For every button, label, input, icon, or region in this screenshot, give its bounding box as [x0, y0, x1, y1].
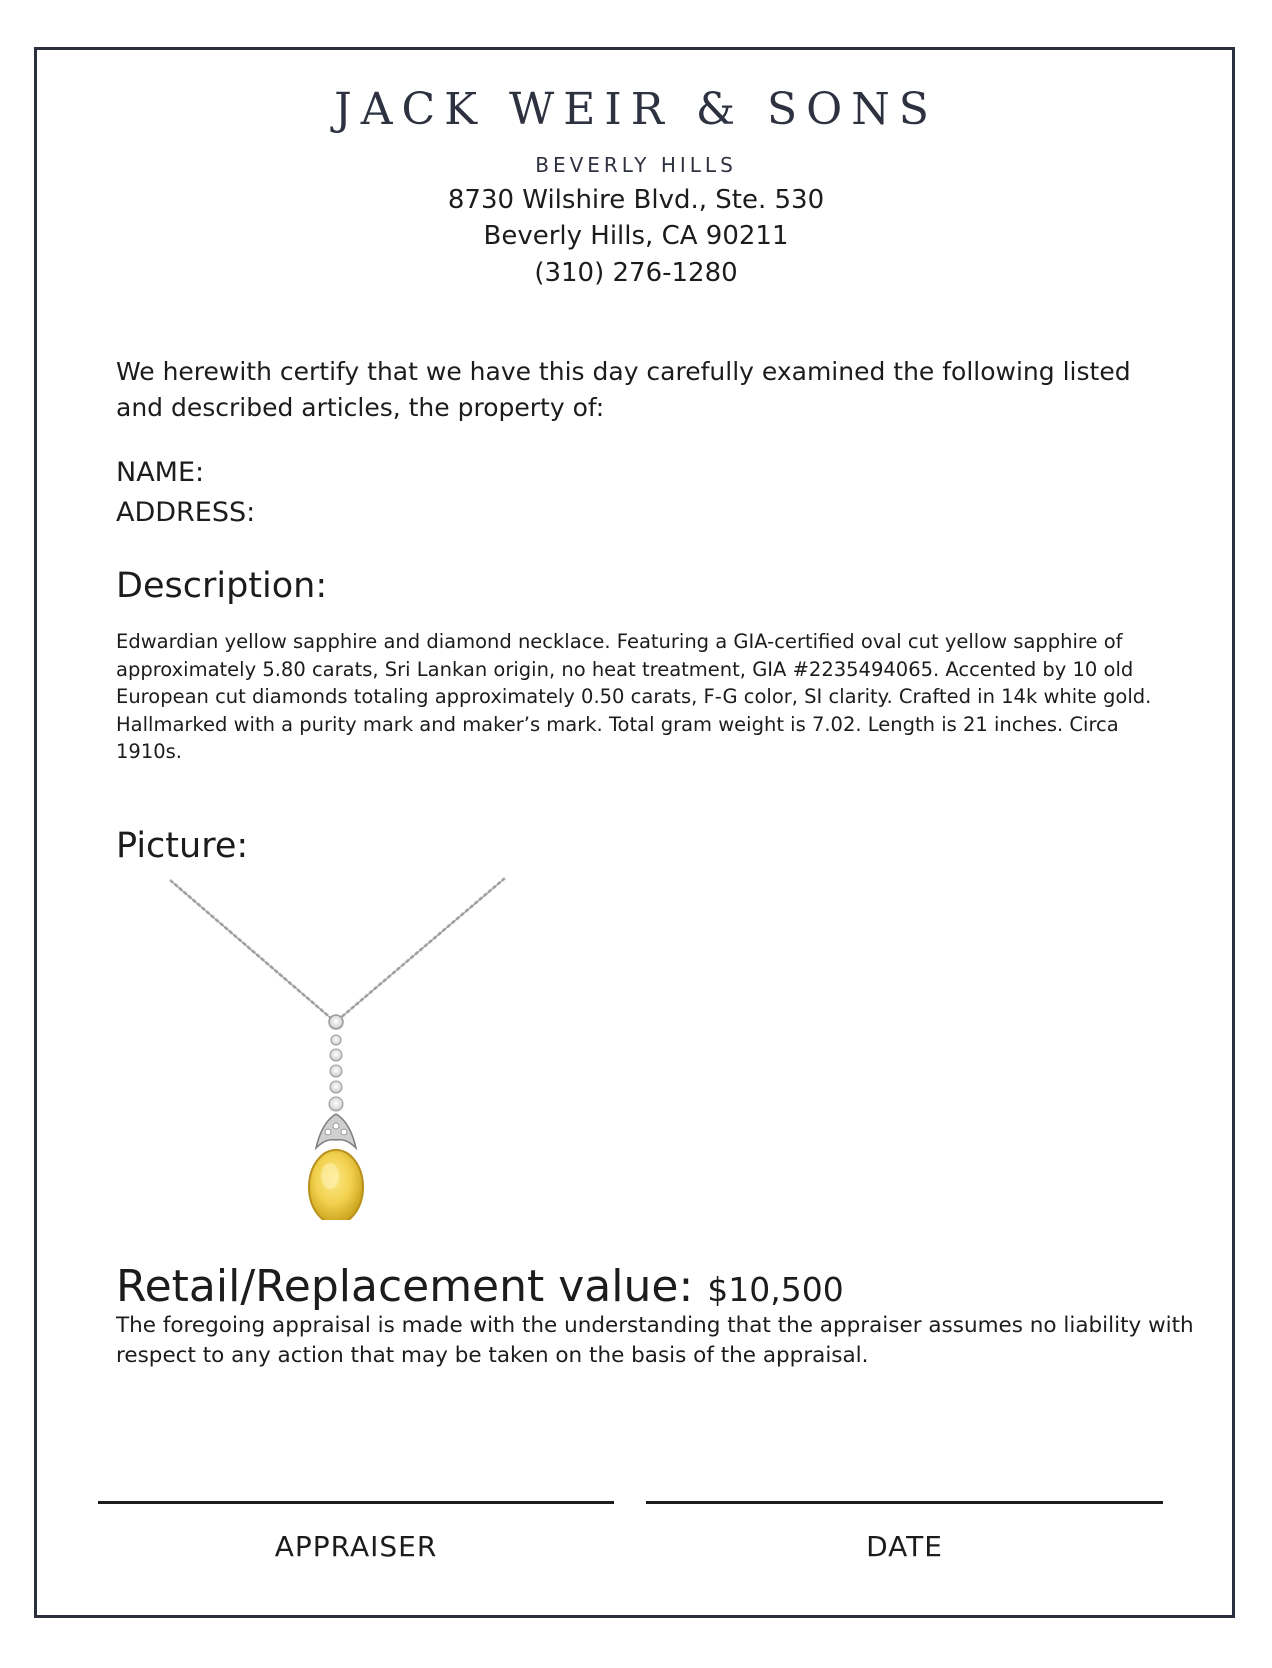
necklace-icon	[150, 870, 510, 1220]
brand-location: BEVERLY HILLS	[535, 153, 737, 177]
address-line-2: Beverly Hills, CA 90211	[483, 221, 789, 251]
appraiser-signature-line	[98, 1501, 614, 1504]
picture-heading: Picture:	[116, 826, 249, 866]
description-text: Edwardian yellow sapphire and diamond necklace. Featuring a GIA-certified oval cut yellow sapphire of approximately 5.80 carats, Sri Lankan origin, no heat treatment, GIA #2235494065. Accented by 10 old European cut diamonds totaling approximately 0.50 carats, F-G color, SI clarity. Crafted in 14k white gold. Hallmarked with a purity mark and maker’s mark. Total gram weight is 7.02. Length is 21 inches. Circa 1910s.	[116, 630, 1152, 763]
date-signature-line	[646, 1501, 1163, 1504]
retail-value-label: Retail/Replacement value:	[116, 1261, 694, 1312]
brand-name: JACK WEIR & SONS	[334, 84, 938, 135]
phone-number: (310) 276-1280	[534, 258, 738, 288]
certification-text: We herewith certify that we have this day carefully examined the following listed and described articles, the property of:	[116, 357, 1131, 422]
address-line-1: 8730 Wilshire Blvd., Ste. 530	[447, 185, 825, 215]
retail-value-amount: $10,500	[707, 1270, 844, 1309]
necklace-picture	[150, 870, 510, 1220]
description-heading: Description:	[116, 566, 328, 606]
name-label: NAME:	[116, 457, 205, 488]
address-label: ADDRESS:	[116, 497, 256, 528]
appraiser-label: APPRAISER	[274, 1530, 438, 1563]
retail-value-row	[116, 1261, 844, 1312]
disclaimer-text: The foregoing appraisal is made with the understanding that the appraiser assumes no liability with respect to any action that may be taken on the basis of the appraisal.	[116, 1313, 1194, 1368]
date-label: DATE	[866, 1530, 943, 1563]
